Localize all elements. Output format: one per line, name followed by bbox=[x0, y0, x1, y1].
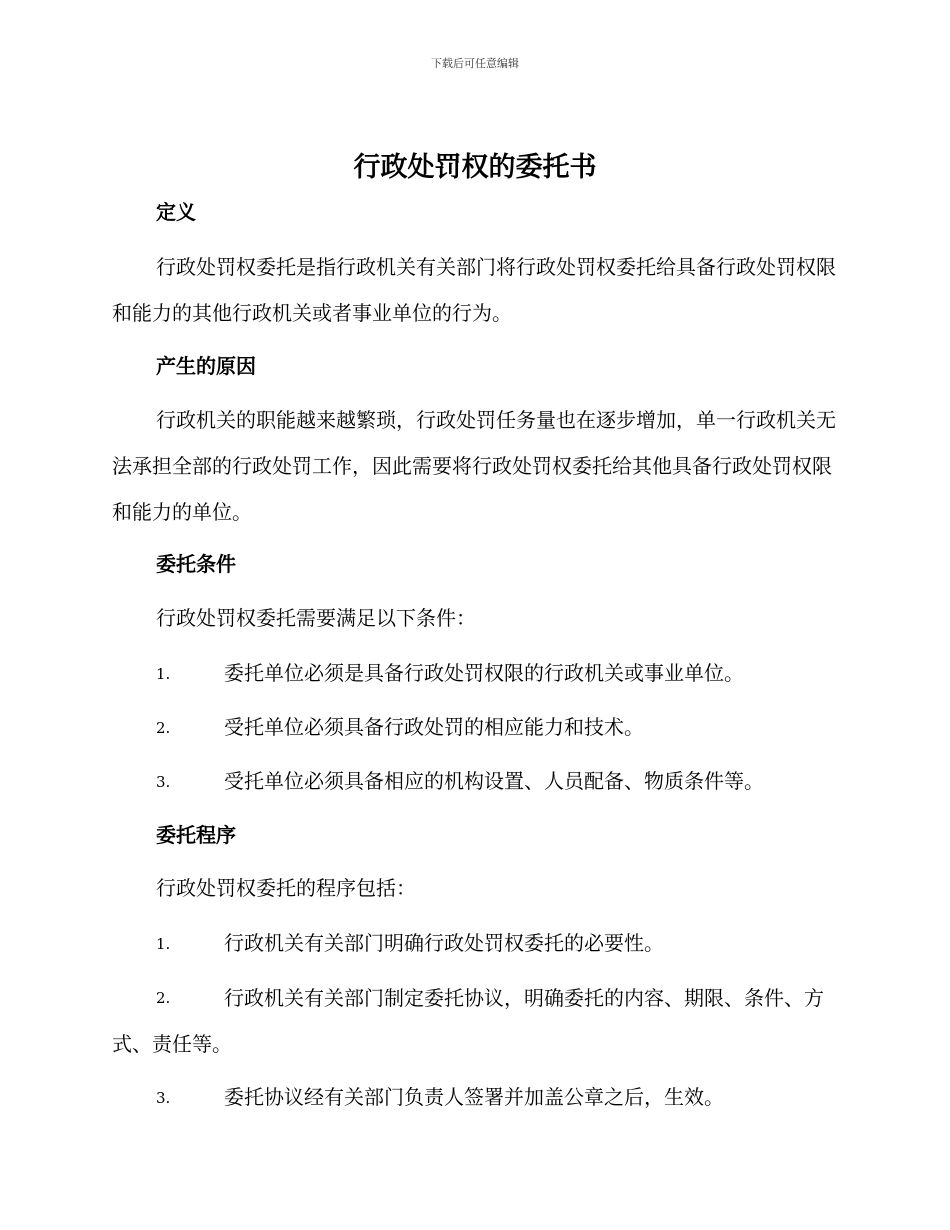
section-heading-procedure: 委托程序 bbox=[156, 823, 236, 847]
page-header: 下载后可任意编辑 bbox=[431, 57, 519, 70]
procedure-intro: 行政处罚权委托的程序包括： bbox=[156, 876, 416, 900]
conditions-item-number: 3. bbox=[156, 773, 171, 791]
reason-paragraph: 行政机关的职能越来越繁琐，行政处罚任务量也在逐步增加，单一行政机关无法承担全部的行政处罚工作，因此需要将行政处罚权委托给其他具备行政处罚权限和能力的单位。 bbox=[112, 408, 836, 524]
definition-paragraph: 行政处罚权委托是指行政机关有关部门将行政处罚权委托给具备行政处罚权限和能力的其他行政机关或者事业单位的行为。 bbox=[112, 255, 836, 325]
conditions-intro: 行政处罚权委托需要满足以下条件： bbox=[156, 606, 476, 630]
conditions-item-text: 受托单位必须具备行政处罚的相应能力和技术。 bbox=[224, 715, 644, 739]
procedure-item-text: 行政机关有关部门明确行政处罚权委托的必要性。 bbox=[224, 931, 664, 955]
procedure-item-number: 3. bbox=[156, 1089, 171, 1107]
section-heading-reason: 产生的原因 bbox=[156, 354, 256, 378]
conditions-item-number: 1. bbox=[156, 665, 171, 683]
procedure-item-text: 行政机关有关部门制定委托协议，明确委托的内容、期限、条件、方式、责任等。 bbox=[112, 986, 824, 1056]
procedure-item-number: 2. bbox=[156, 989, 171, 1007]
section-heading-conditions: 委托条件 bbox=[156, 552, 236, 576]
procedure-item-text: 委托协议经有关部门负责人签署并加盖公章之后，生效。 bbox=[224, 1085, 724, 1109]
procedure-item-number: 1. bbox=[156, 935, 171, 953]
section-heading-definition: 定义 bbox=[156, 200, 196, 224]
conditions-item-number: 2. bbox=[156, 719, 171, 737]
conditions-item-text: 受托单位必须具备相应的机构设置、人员配备、物质条件等。 bbox=[224, 769, 764, 793]
conditions-item-text: 委托单位必须是具备行政处罚权限的行政机关或事业单位。 bbox=[224, 661, 744, 685]
document-title: 行政处罚权的委托书 bbox=[353, 152, 597, 183]
